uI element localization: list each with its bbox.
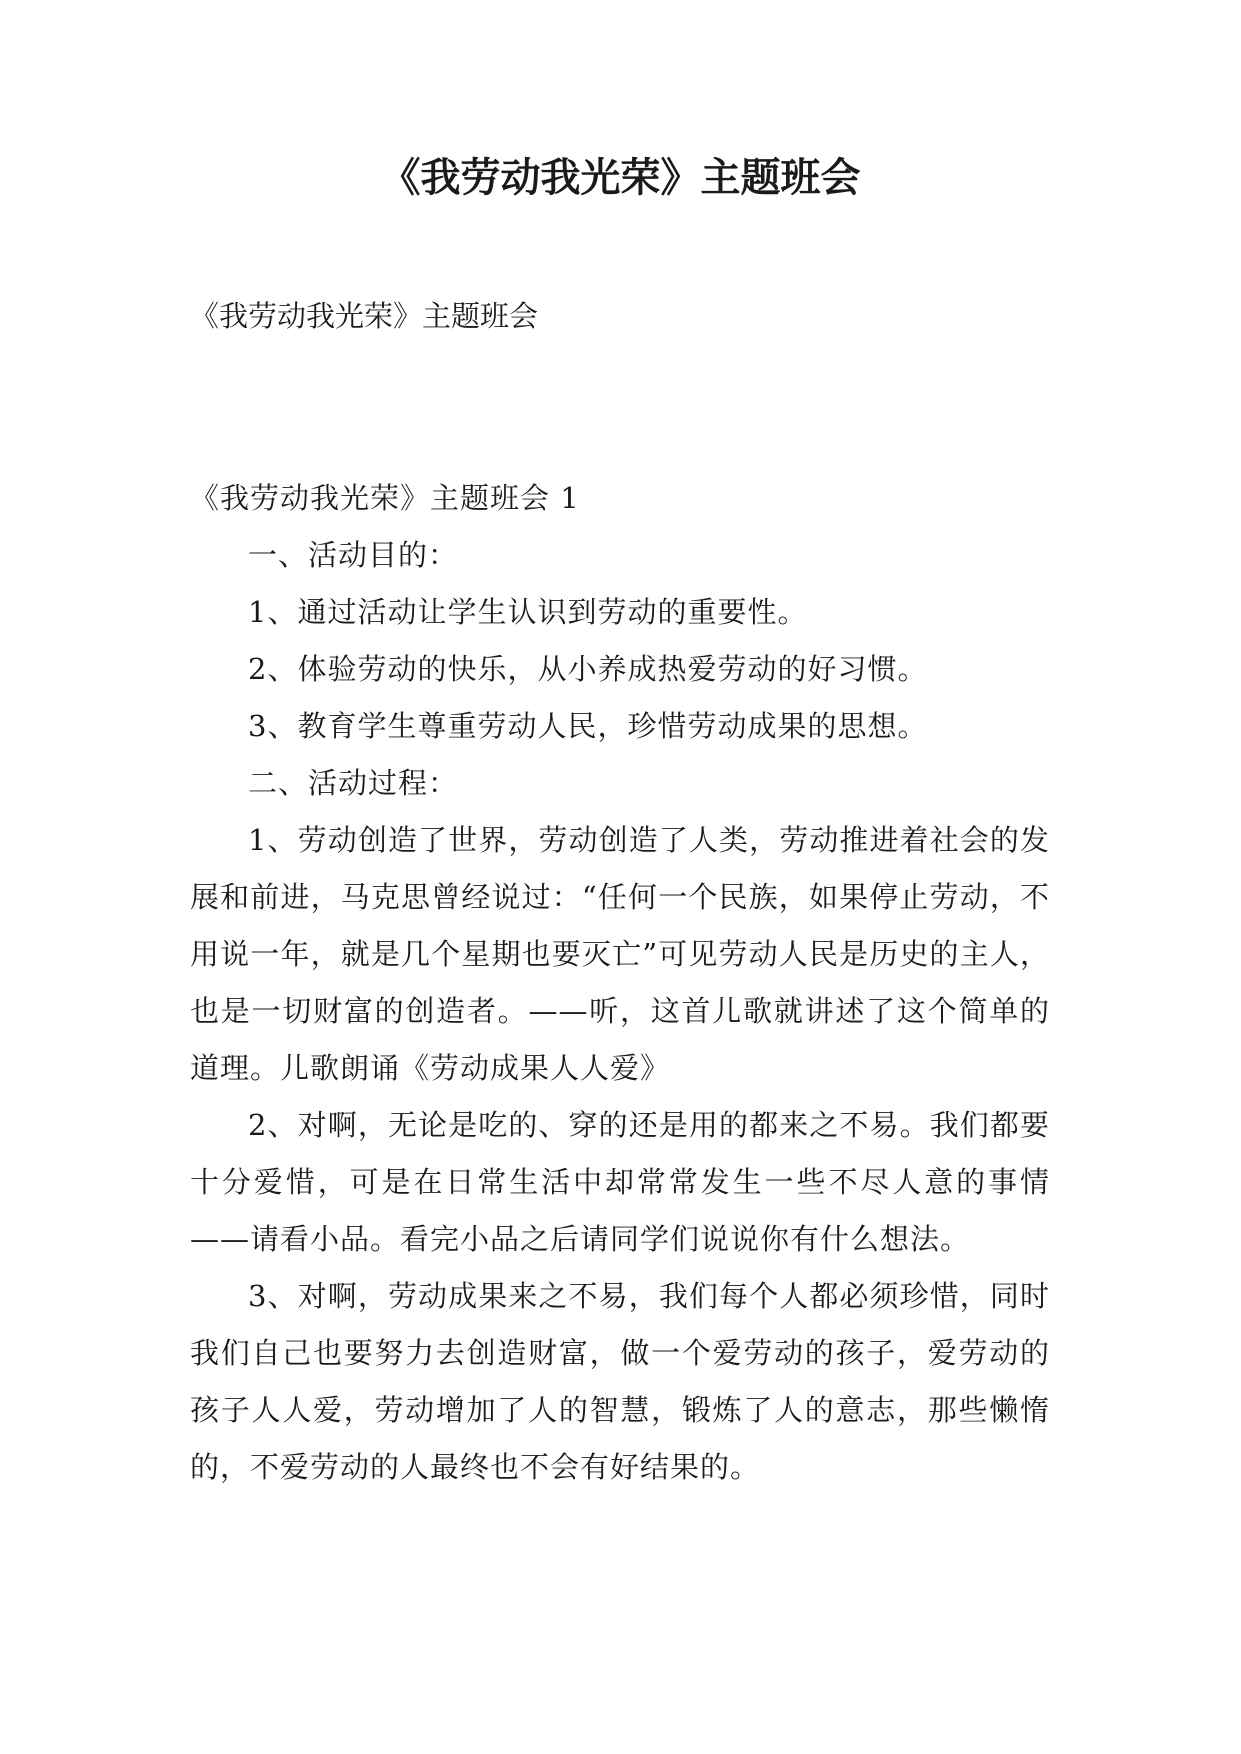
- paragraph-purpose-2: 2、体验劳动的快乐，从小养成热爱劳动的好习惯。: [248, 652, 928, 686]
- section-heading: 《我劳动我光荣》主题班会 1: [190, 481, 580, 515]
- paragraph-process-3: 3、对啊，劳动成果来之不易，我们每个人都必须珍惜，同时我们自己也要努力去创造财富，做一个爱劳动的孩子，爱劳动的孩子人人爱，劳动增加了人的智慧，锻炼了人的意志，那些懒惰的，不爱劳动的人最终也不会有好结果的。: [190, 1279, 1050, 1484]
- paragraph-process-heading: 二、活动过程：: [248, 766, 459, 800]
- paragraph-purpose-1: 1、通过活动让学生认识到劳动的重要性。: [248, 595, 808, 629]
- paragraph-purpose-3: 3、教育学生尊重劳动人民，珍惜劳动成果的思想。: [248, 709, 928, 743]
- document-body: [190, 470, 1050, 1496]
- paragraph-purpose-heading: 一、活动目的：: [248, 538, 459, 572]
- document-subtitle: 《我劳动我光荣》主题班会: [190, 299, 539, 333]
- paragraph-process-2: 2、对啊，无论是吃的、穿的还是用的都来之不易。我们都要十分爱惜，可是在日常生活中却常常发生一些不尽人意的事情——请看小品。看完小品之后请同学们说说你有什么想法。: [190, 1108, 1050, 1256]
- document-title: 《我劳动我光荣》主题班会: [380, 155, 861, 201]
- paragraph-process-1: 1、劳动创造了世界，劳动创造了人类，劳动推进着社会的发展和前进，马克思曾经说过：“任何一个民族，如果停止劳动，不用说一年，就是几个星期也要灭亡”可见劳动人民是历史的主人，也是一切财富的创造者。——听，这首儿歌就讲述了这个简单的道理。儿歌朗诵《劳动成果人人爱》: [190, 823, 1050, 1085]
